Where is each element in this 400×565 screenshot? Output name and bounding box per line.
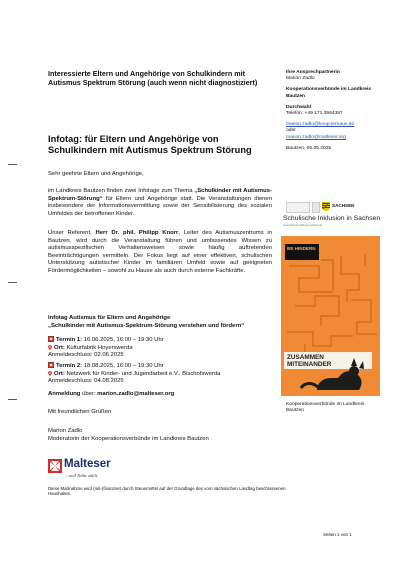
term2-deadline: Anmeldeschluss: 04.08.2025: [48, 378, 124, 385]
contact-or: oder: [286, 128, 296, 134]
event-subheading: „Schulkinder mit Autismus-Spektrum-Störung verstehen und fördern“: [48, 322, 245, 329]
closing: [48, 409, 272, 417]
paragraph-intro: [48, 188, 272, 218]
term2-label: Termin 2:: [56, 363, 83, 369]
audience-heading: Interessierte Eltern und Angehörige von Schulkindern mit Autismus Spektrum Störung (auch wenn nicht diagnostiziert): [48, 69, 258, 87]
term1-place-label: Ort:: [54, 344, 65, 351]
poster-maze-pattern: [281, 236, 380, 396]
calendar-icon: [48, 336, 54, 342]
signature-name: Marion Zadlo: [48, 428, 83, 434]
closing-text: Mit freundlichen Grüßen: [48, 409, 112, 415]
signature: [48, 428, 272, 443]
registration-label: Anmeldung: [48, 391, 81, 397]
term2-value: 18.08.2025, 16:00 – 19:30 Uhr: [82, 363, 164, 369]
term2-place: [48, 371, 272, 379]
letter-title: Infotag: für Eltern und Angehörige von Schulkindern mit Autismus Spektrum Störung: [48, 134, 252, 155]
intro-text-a: im Landkreis Bautzen finden zwei Infotage zum Thema: [48, 188, 195, 194]
sidebar-contact: [286, 70, 386, 152]
contact-phone: Telefon: +49 171 3564387: [286, 111, 343, 117]
paragraph-speaker: [48, 230, 272, 276]
poster-caption: Kooperationsverbünde im Landkreis Bautzen: [286, 402, 365, 414]
intro-text-b: für Eltern und Angehörige statt. Die Veranstaltungen dienen insbesondere der Informationsvermittlung sowie der Sensibilisierung des sozialen Umfeldes der betroffenen Kinder.: [48, 195, 272, 217]
partner-logo-small: [312, 202, 320, 213]
event-block: [48, 315, 272, 330]
term1-place: [48, 345, 272, 353]
sachsen-crest-icon: [322, 202, 330, 211]
event-heading: Infotag Autismus für Eltern und Angehörige: [48, 315, 171, 321]
funding-note: Diese Maßnahme wird (mit-)finanziert durch Steuermittel auf der Grundlage des vom sächsischen Landtag beschlossenen Haushaltes.: [48, 486, 286, 497]
speaker-text-a: Unser Referent,: [48, 230, 96, 236]
term1-label: Termin 1:: [56, 337, 83, 343]
contact-email-1[interactable]: marion.zadlo@koop-lernaux.de: [286, 122, 355, 128]
term2-block: [48, 362, 272, 386]
speaker-text-b: , Leiter des Autismuszentrums in Bautzen, wird durch die Veranstaltung führen und umfassendes Wissen zu autismusspezifischen Verhaltensweisen sowie häufig auftretenden Beeinträchtigungen vermitteln. Der Fokus liegt auf einer effektiven, schulischen Unterstützung autistischer Kinder im familiären Umfeld sowie auf geeigneten Fördermöglichkeiten – sowohl zu Hause als auch durch externe Fachkräfte.: [48, 230, 273, 274]
location-pin-icon: [48, 345, 52, 350]
calendar-icon: [48, 362, 54, 368]
term1-deadline: Anmeldeschluss: 02.06.2025: [48, 352, 124, 359]
term2-date: [48, 362, 272, 371]
term1-place-value: Kulturfabrik Hoyerswerda: [64, 344, 133, 351]
signature-role: Moderatorin der Kooperationsverbünde im Landkreis Bautzen: [48, 435, 209, 442]
campaign-poster: [281, 236, 380, 396]
term1-value: 16.06.2025, 16:00 – 19:30 Uhr: [82, 337, 164, 343]
poster-headline: BE HINDERN: [287, 246, 316, 251]
fold-mark-middle: [8, 282, 17, 283]
fold-mark-top: [8, 164, 17, 165]
contact-org: Kooperationsverbünde im Landkreis Bautzen: [286, 87, 372, 99]
location-pin-icon: [48, 371, 52, 376]
letter-main-column: [48, 69, 273, 442]
term1-date: [48, 336, 272, 345]
contact-heading: Ihre Ansprechpartnerin: [286, 70, 340, 75]
sachsen-logo: [322, 202, 355, 211]
maltese-cross-icon: [48, 459, 62, 473]
inklusion-banner: [283, 215, 383, 227]
intro-topic: „Schulkinder mit Autismus-Spektrum-Störung“: [48, 188, 272, 202]
sachsen-label: SACHSEN: [332, 203, 355, 208]
ministry-logo: [286, 202, 310, 213]
fold-mark-bottom: [8, 399, 17, 400]
malteser-brand: Malteser: [64, 458, 111, 470]
term2-place-value: Netzwerk für Kinder- und Jugendarbeit e.V., Bischofswerda: [64, 370, 221, 377]
poster-slogan: ZUSAMMEN MITEINANDER: [287, 354, 332, 368]
speaker-name: Herr Dr. phil. Philipp Knorr: [95, 230, 179, 236]
letter-date: Bautzen, 05.05.2025: [286, 145, 332, 151]
registration: [48, 391, 272, 399]
inklusion-url: www.inklusion.bildung.sachsen.de: [283, 224, 323, 227]
malteser-tagline: ...weil Nähe zählt.: [65, 473, 99, 478]
page-number: Seiten 1 von 1: [323, 532, 352, 537]
registration-email[interactable]: marion.zadlo@malteser.org: [97, 391, 175, 397]
term2-place-label: Ort:: [54, 370, 65, 377]
direct-label: Durchwahl: [286, 104, 312, 110]
malteser-logo: [48, 458, 158, 484]
term1-block: [48, 336, 272, 360]
greeting: [48, 171, 272, 179]
contact-name: Marion Zadlo: [286, 76, 315, 82]
greeting-text: Sehr geehrte Eltern und Angehörige,: [48, 171, 144, 177]
inklusion-title: Schulische Inklusion in Sachsen: [283, 215, 381, 222]
registration-via: über:: [80, 391, 98, 397]
contact-email-2[interactable]: marion.zadlo@malteser.org: [286, 134, 346, 140]
